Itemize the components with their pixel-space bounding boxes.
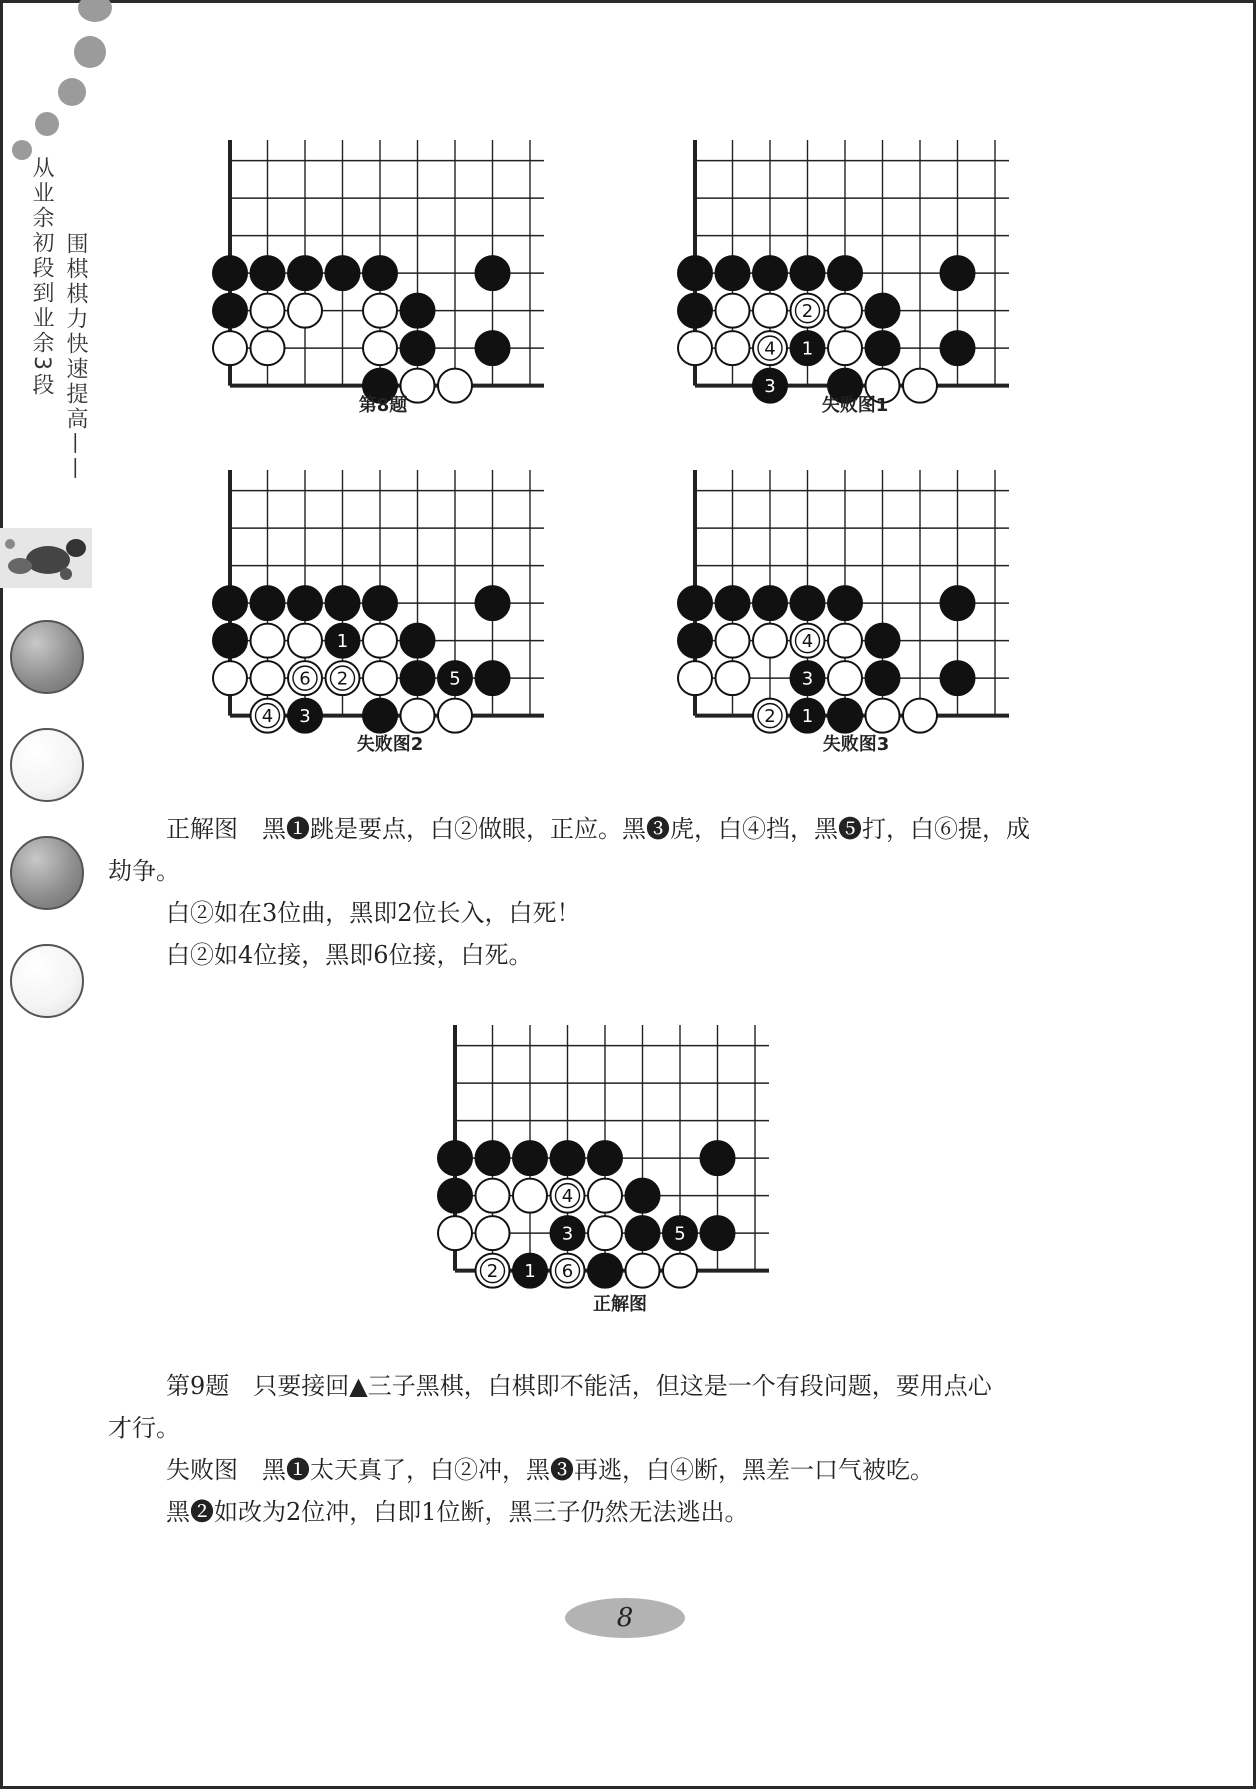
white-stone (363, 331, 397, 365)
black-stone (213, 624, 247, 658)
white-stone (678, 331, 712, 365)
black-stone (326, 256, 360, 290)
black-stone (678, 586, 712, 620)
black-stone (753, 586, 787, 620)
book-title-line-2: 围棋棋力快速提高—— (63, 232, 88, 482)
white-stone (288, 294, 322, 328)
paragraph: 第9题 只要接回▲三子黑棋，白棋即不能活，但这是一个有段问题，要用点心 (166, 1372, 992, 1400)
move-number-label: 1 (524, 1261, 536, 1283)
black-stone (588, 1254, 622, 1288)
black-stone (401, 661, 435, 695)
caption-failure-1: 失败图1 (821, 395, 889, 416)
solution-text-block (108, 808, 1148, 976)
move-number-label: 4 (561, 1186, 574, 1208)
black-stone (251, 586, 285, 620)
move-number-label: 1 (336, 631, 349, 653)
black-stone (476, 661, 510, 695)
black-stone (213, 294, 247, 328)
black-stone (251, 256, 285, 290)
black-stone (213, 586, 247, 620)
black-stone (438, 1179, 472, 1213)
white-stone (363, 294, 397, 328)
white-stone (401, 699, 435, 733)
white-stone (438, 1216, 472, 1250)
move-number-label: 4 (801, 631, 814, 653)
black-stone (678, 624, 712, 658)
black-stone (551, 1141, 585, 1175)
caption-failure-2: 失败图2 (356, 734, 424, 755)
paragraph: 失败图 黑❶太天真了，白②冲，黑❸再逃，白④断，黑差一口气被吃。 (166, 1456, 934, 1484)
black-stone (363, 699, 397, 733)
black-stone (401, 624, 435, 658)
black-stone (866, 624, 900, 658)
paragraph: 正解图 黑❶跳是要点，白②做眼，正应。黑❸虎，白④挡，黑❺打，白⑥提，成 (166, 815, 1030, 843)
decor-dot (74, 36, 106, 68)
decor-dot (58, 78, 86, 106)
black-stone (438, 1141, 472, 1175)
white-stone (438, 369, 472, 403)
caption-failure-3: 失败图3 (822, 734, 890, 755)
diagram-failure-2 (215, 470, 575, 728)
black-stone (626, 1179, 660, 1213)
black-stone (476, 586, 510, 620)
decor-dot (78, 0, 112, 22)
white-stone (828, 331, 862, 365)
white-stone (513, 1179, 547, 1213)
white-stone (626, 1254, 660, 1288)
black-stone (326, 586, 360, 620)
left-decoration-column (0, 0, 100, 1789)
white-stone (716, 661, 750, 695)
move-number-label: 2 (486, 1261, 499, 1283)
white-stone (588, 1216, 622, 1250)
move-number-label: 5 (449, 668, 461, 690)
white-stone (363, 624, 397, 658)
caption-correct-solution: 正解图 (593, 1294, 647, 1315)
white-stone (476, 1179, 510, 1213)
white-stone (251, 661, 285, 695)
move-number-label: 3 (299, 706, 311, 728)
white-stone (753, 294, 787, 328)
white-stone (716, 331, 750, 365)
black-stone (476, 1141, 510, 1175)
black-stone (828, 699, 862, 733)
move-number-label: 6 (299, 668, 311, 690)
move-number-label: 2 (336, 668, 349, 690)
diagram-problem-8 (215, 140, 575, 366)
white-stone (363, 661, 397, 695)
black-stone (701, 1141, 735, 1175)
white-stone (716, 624, 750, 658)
black-stone (588, 1141, 622, 1175)
diagram-failure-3 (680, 470, 1040, 728)
white-stone (663, 1254, 697, 1288)
black-stone (828, 586, 862, 620)
black-stone (401, 294, 435, 328)
decor-stone-grey (10, 620, 84, 694)
black-stone (363, 256, 397, 290)
white-stone (213, 331, 247, 365)
black-stone (626, 1216, 660, 1250)
black-stone (941, 331, 975, 365)
paragraph: 白②如4位接，黑即6位接，白死。 (166, 941, 533, 969)
black-stone (866, 294, 900, 328)
move-number-label: 1 (801, 338, 814, 360)
black-stone (791, 256, 825, 290)
black-stone (701, 1216, 735, 1250)
white-stone (866, 699, 900, 733)
diagram-correct-solution (440, 1025, 800, 1283)
problem-9-text-block (108, 1365, 1148, 1533)
white-stone (251, 331, 285, 365)
black-stone (753, 256, 787, 290)
black-stone (288, 586, 322, 620)
move-number-label: 5 (674, 1223, 686, 1245)
paragraph: 黑❷如改为2位冲，白即1位断，黑三子仍然无法逃出。 (166, 1498, 749, 1526)
black-stone (941, 661, 975, 695)
diagram-failure-1 (680, 140, 1040, 398)
move-number-label: 2 (764, 706, 776, 728)
black-stone (716, 586, 750, 620)
move-number-label: 6 (561, 1261, 574, 1283)
white-stone (588, 1179, 622, 1213)
black-stone (678, 256, 712, 290)
white-stone (828, 624, 862, 658)
black-stone (401, 331, 435, 365)
move-number-label: 2 (801, 301, 814, 323)
decor-stone-grey (10, 836, 84, 910)
page-number: 8 (565, 1598, 685, 1638)
book-title-line-1: 从业余初段到业余3段 (29, 156, 54, 398)
black-stone (866, 331, 900, 365)
black-stone (941, 256, 975, 290)
move-number-label: 1 (801, 706, 814, 728)
white-stone (903, 699, 937, 733)
move-number-label: 3 (764, 376, 776, 398)
white-stone (716, 294, 750, 328)
white-stone (251, 294, 285, 328)
move-number-label: 4 (261, 706, 274, 728)
white-stone (828, 294, 862, 328)
move-number-label: 4 (764, 338, 776, 360)
paragraph: 劫争。 (108, 857, 180, 885)
black-stone (941, 586, 975, 620)
white-stone (828, 661, 862, 695)
white-stone (251, 624, 285, 658)
black-stone (513, 1141, 547, 1175)
black-stone (791, 586, 825, 620)
white-stone (753, 624, 787, 658)
black-stone (363, 586, 397, 620)
black-stone (678, 294, 712, 328)
white-stone (288, 624, 322, 658)
white-stone (476, 1216, 510, 1250)
black-stone (866, 661, 900, 695)
black-stone (213, 256, 247, 290)
black-stone (476, 256, 510, 290)
ink-decoration (0, 528, 92, 588)
decor-dot (35, 112, 59, 136)
black-stone (476, 331, 510, 365)
black-stone (828, 256, 862, 290)
move-number-label: 3 (801, 668, 814, 690)
paragraph: 白②如在3位曲，黑即2位长入，白死！ (166, 899, 581, 927)
white-stone (438, 699, 472, 733)
white-stone (903, 369, 937, 403)
white-stone (213, 661, 247, 695)
white-stone (678, 661, 712, 695)
move-number-label: 3 (561, 1223, 574, 1245)
decor-stone-white (10, 944, 84, 1018)
paragraph: 才行。 (108, 1414, 180, 1442)
decor-stone-white (10, 728, 84, 802)
black-stone (288, 256, 322, 290)
black-stone (716, 256, 750, 290)
caption-problem-8: 第8题 (358, 395, 408, 416)
